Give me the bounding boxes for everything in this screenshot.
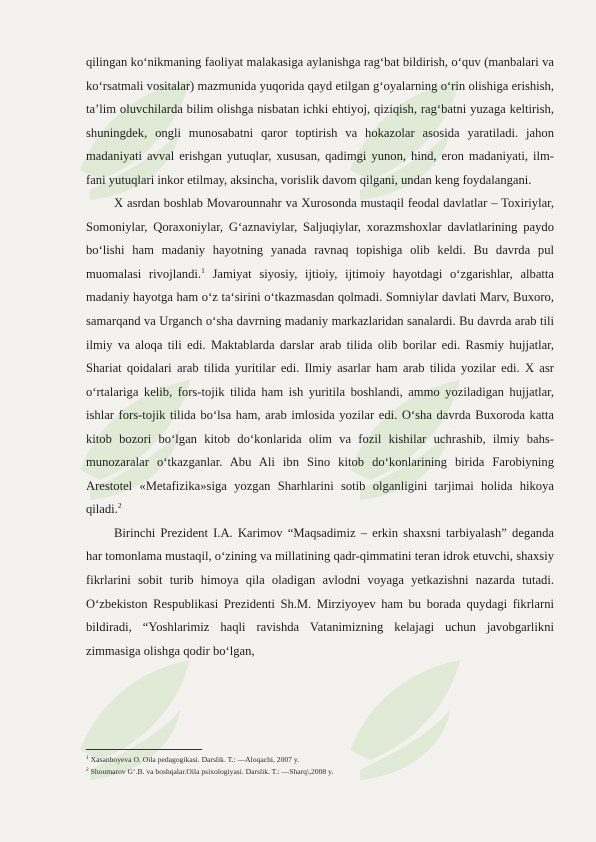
footnote-number: 1 [86,755,89,761]
paragraph-text: qilingan ko‘nikmaning faoliyat malakasiga aylanishga rag‘bat bildirish, o‘quv (manbalari va ko‘rsatmali vositalar) mazmunida yuqorida qayd etilgan g‘oyalarning o‘rin olishiga erishish, ta’lim oluvchilarda bilim olishga nisbatan ichki ehtiyoj, qiziqish, rag‘batni yuzaga keltirish, shuningdek, ongli munosabatni qaror toptirish va hokazolar asosida yaratiladi. jahon madaniyati avval erishgan yutuqlar, xususan, qadimgi yunon, hind, eron madaniyati, ilm-fani yutuqlari inkor etilmay, aksincha, vorislik davom qilgani, undan keng foydalangani. [86,55,554,187]
paragraph-text: Birinchi Prezident I.A. Karimov “Maqsadimiz – erkin shaxsni tarbiyalash” deganda har tomonlama mustaqil, o‘zining va millatining qadr-qimmatini teran idrok etuvchi, shaxsiy fikrlarini sobit turib himoya qila oladigan avlodni voyaga yetkazishni nazarda tutadi. O‘zbekiston Respublikasi Prezidenti Sh.M. Mirziyoyev ham bu borada quydagi fikrlarni bildiradi, “Yoshlarimiz haqli ravishda Vatanimizning kelajagi uchun javobgarlikni zimmasiga olishga qodir bo‘lgan, [86,525,554,658]
footnote [86,754,554,766]
body-text [86,51,554,663]
body-paragraph [86,192,554,522]
paragraph-text: X asrdan boshlab Movarounnahr va Xurosonda mustaqil feodal davlatlar – Toxiriylar, Somoniylar, Qoraxoniylar, G‘aznaviylar, Saljuqiylar, xorazmshoxlar davlatlarining paydo bo‘lishi ham madaniy hayotning yanada ravnaq topishiga olib keldi. Bu davrda pul muomalasi rivojlandi. [86,196,554,281]
paragraph-text: Jamiyat siyosiy, ijtioiy, ijtimoiy hayotdagi o‘zgarishlar, albatta madaniy hayotga ham o‘z ta‘sirini o‘tkazmasdan qolmadi. Somniylar davlati Marv, Buxoro, samarqand va Urganch o‘sha davrning madaniy markazlaridan sanalardi. Bu davrda arab tili ilmiy va aloqa tili edi. Maktablarda darslar arab tilida olib borilar edi. Rasmiy hujjatlar, Shariat qoidalari arab tilida yuritilar edi. Ilmiy asarlar ham arab tilida yozilar edi. X asr o‘rtalariga kelib, fors-tojik tilida ham ish yuritila boshlandi, ammo yoziladigan hujjatlar, ishlar fors-tojik tilida bo‘lsa ham, arab imlosida yozilar edi. O‘sha davrda Buxoroda katta kitob bozori bo‘lgan kitob do‘konlarida olim va fozil kishilar uchrashib, ilmiy bahs-munozaralar o‘tkazganlar. Abu Ali ibn Sino kitob do‘konlarining birida Farobiyning Arestotel «Metafizika»siga yozgan Sharhlarini sotib olganligini tarjimai holida hikoya qiladi. [86,266,555,517]
body-paragraph [86,522,554,663]
footnote-text: Shoumarov G‘.B. va boshqalar.Oila psixologiyasi. Darslik. T.: —Sharq\,2008 y. [88,766,334,776]
footnotes [86,754,554,777]
footnote-divider [86,749,202,750]
footnote-ref[interactable]: 1 [201,265,205,275]
footnote-text: Xasanboyeva O. Oila pedagogikasi. Darslik. T.: —Aloqachi, 2007 y. [88,755,300,764]
body-paragraph [86,51,554,192]
footnote-ref[interactable]: 2 [117,501,122,511]
footnote-number: 2 [86,766,89,773]
footnote [86,766,554,778]
